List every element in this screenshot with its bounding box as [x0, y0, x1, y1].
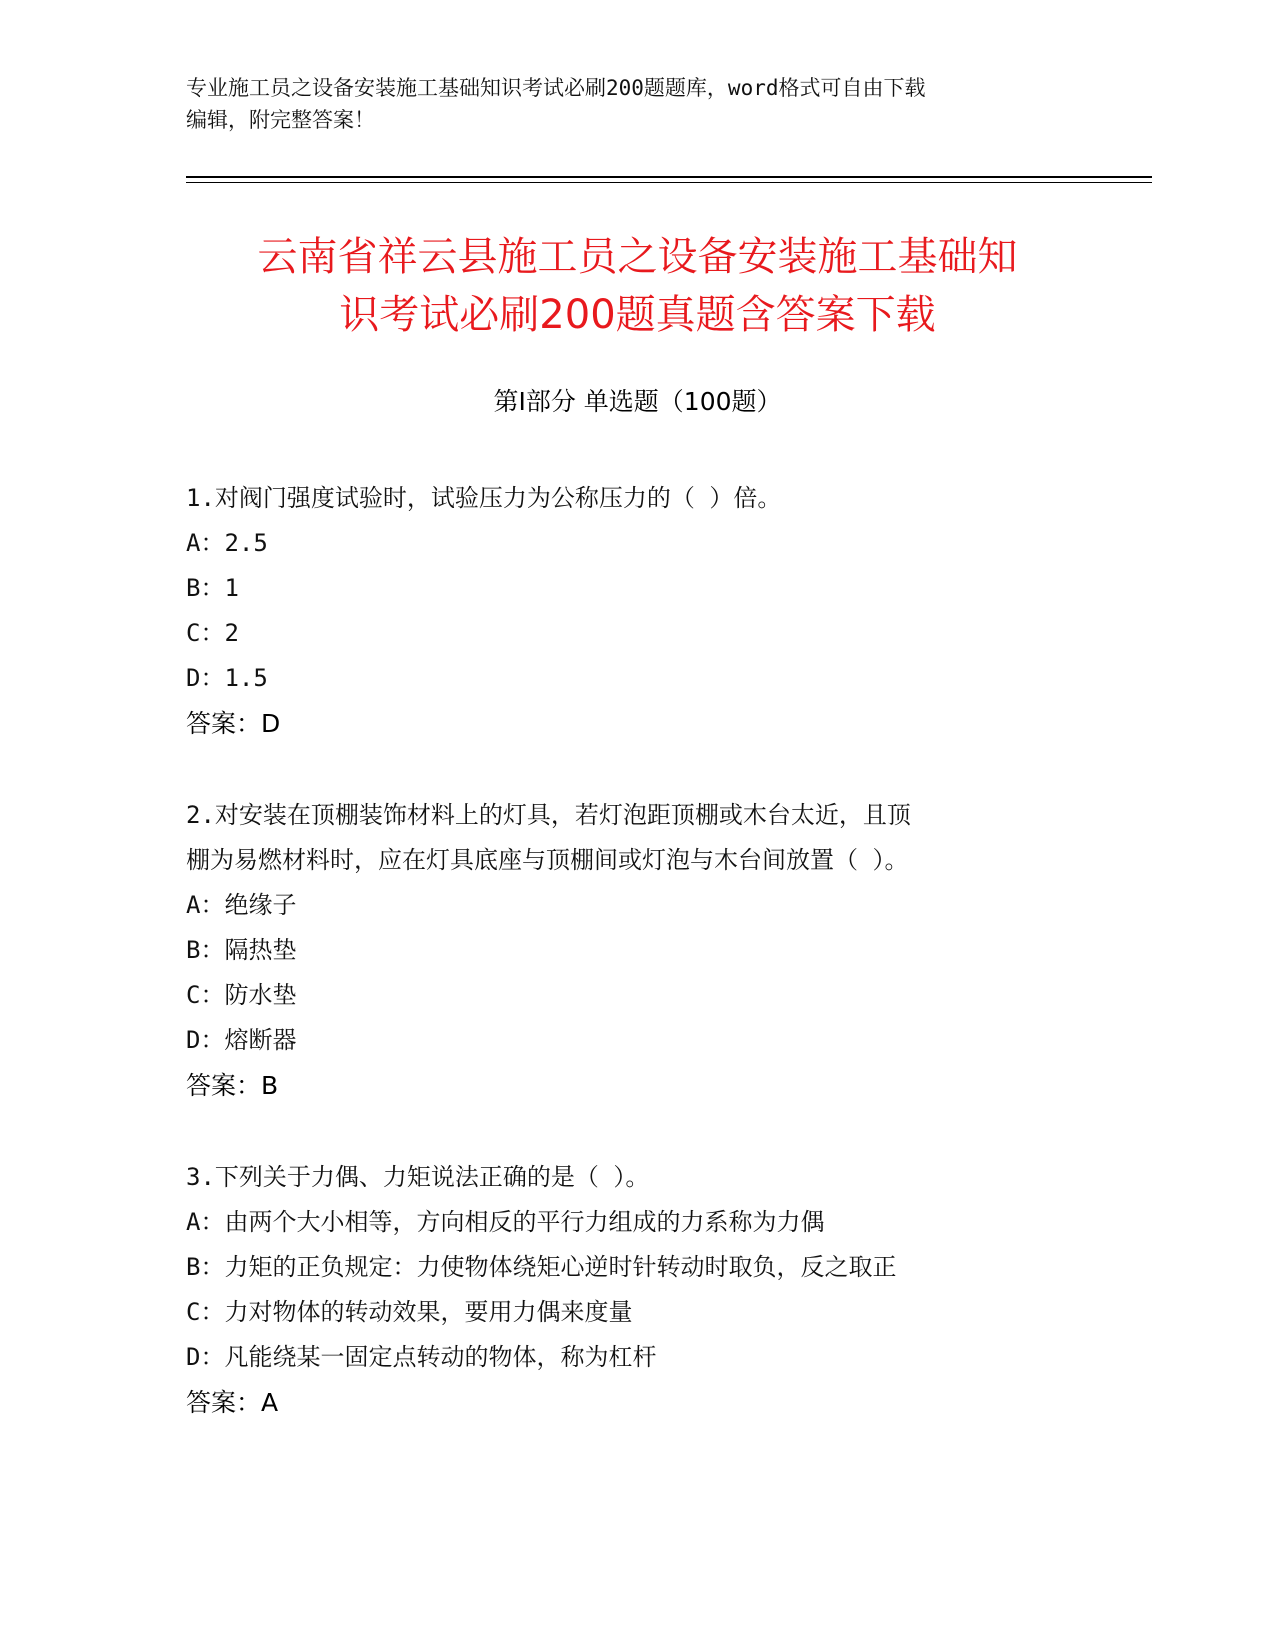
- question-answer: 答案：B: [186, 1071, 279, 1100]
- question-2: [186, 793, 1086, 1109]
- question-option-c: C：防水垫: [186, 981, 297, 1009]
- header-divider-thick: [186, 176, 1152, 178]
- question-option-d: D：凡能绕某一固定点转动的物体，称为杠杆: [186, 1343, 657, 1371]
- header-note-line-1: 专业施工员之设备安装施工基础知识考试必刷200题题库，word格式可自由下载: [186, 76, 926, 100]
- question-option-b: B：力矩的正负规定：力使物体绕矩心逆时针转动时取负，反之取正: [186, 1253, 897, 1281]
- header-note: [186, 72, 1086, 136]
- question-option-c: C：力对物体的转动效果，要用力偶来度量: [186, 1298, 633, 1326]
- document-title-line-2: 识考试必刷200题真题含答案下载: [339, 292, 936, 338]
- question-option-c: C：2: [186, 619, 239, 647]
- header-note-line-2: 编辑，附完整答案！: [186, 108, 375, 132]
- question-option-a: A：2.5: [186, 529, 268, 557]
- question-list: [186, 476, 1086, 1472]
- question-option-b: B：隔热垫: [186, 936, 297, 964]
- document-title: [150, 228, 1125, 344]
- question-option-b: B：1: [186, 574, 239, 602]
- question-option-d: D：1.5: [186, 664, 268, 692]
- question-stem-line-2: 棚为易燃材料时，应在灯具底座与顶棚间或灯泡与木台间放置（ ）。: [186, 846, 909, 874]
- document-title-line-1: 云南省祥云县施工员之设备安装施工基础知: [257, 234, 1018, 280]
- question-option-d: D：熔断器: [186, 1026, 297, 1054]
- question-stem-line-1: 2.对安装在顶棚装饰材料上的灯具，若灯泡距顶棚或木台太近，且顶: [186, 801, 911, 829]
- question-answer: 答案：D: [186, 709, 281, 738]
- question-stem: 3.下列关于力偶、力矩说法正确的是（ ）。: [186, 1163, 650, 1191]
- question-1: [186, 476, 1086, 747]
- question-answer: 答案：A: [186, 1388, 279, 1417]
- section-heading: 第Ⅰ部分 单选题（100题）: [493, 387, 782, 416]
- question-3: [186, 1155, 1086, 1426]
- question-option-a: A：由两个大小相等，方向相反的平行力组成的力系称为力偶: [186, 1208, 825, 1236]
- header-divider-thin: [186, 182, 1152, 183]
- question-option-a: A：绝缘子: [186, 891, 297, 919]
- question-stem: 1.对阀门强度试验时，试验压力为公称压力的（ ）倍。: [186, 484, 782, 512]
